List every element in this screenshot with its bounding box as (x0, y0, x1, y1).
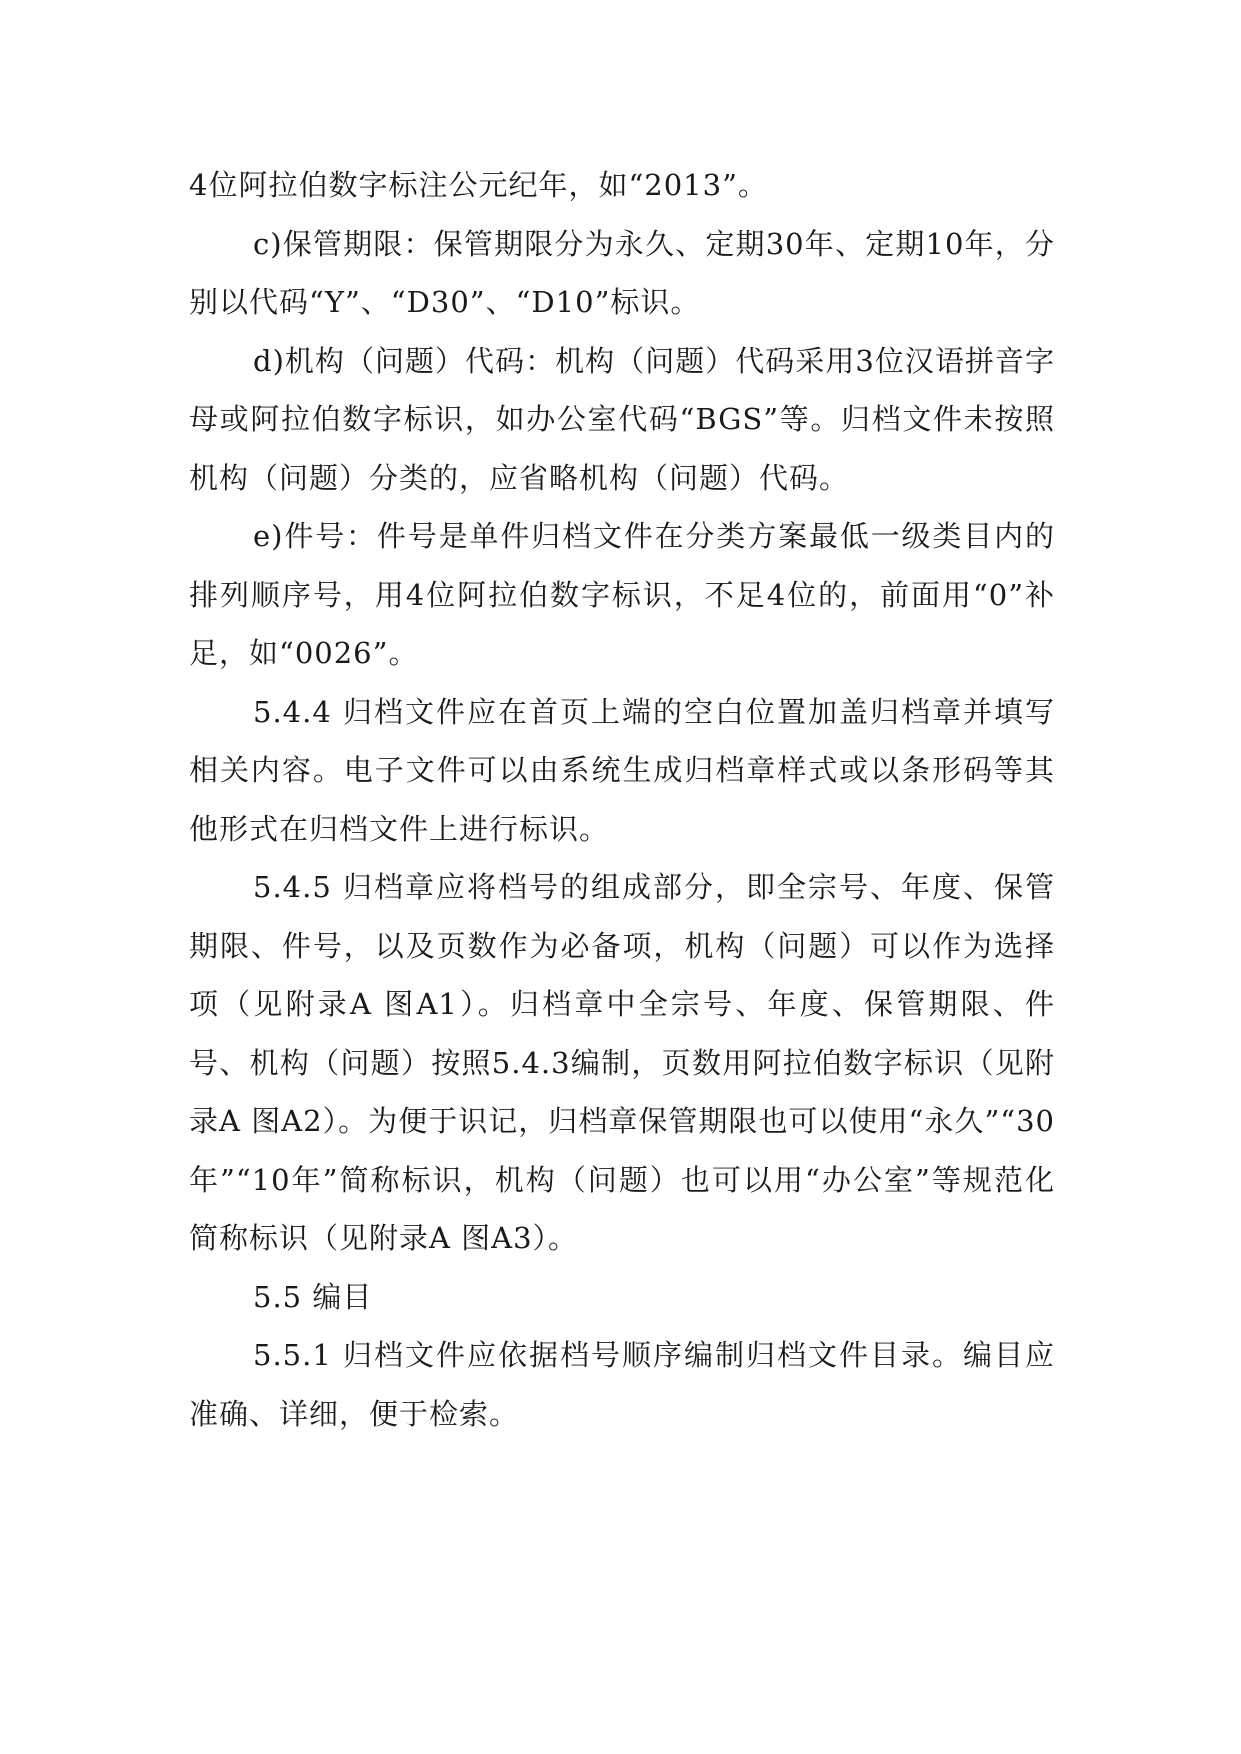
paragraph-item-number: e)件号：件号是单件归档文件在分类方案最低一级类目内的排列顺序号，用4位阿拉伯数字标识，不足4位的，前面用“0”补足，如“0026”。 (189, 519, 1055, 670)
document-body (189, 156, 1055, 1443)
section-heading-5-5: 5.5 编目 (253, 1279, 373, 1314)
paragraph-continuation: 4位阿拉伯数字标注公元纪年，如“2013”。 (189, 168, 768, 202)
paragraph-retention-period: c)保管期限：保管期限分为永久、定期30年、定期10年，分别以代码“Y”、“D30”、“D10”标识。 (189, 226, 1055, 319)
paragraph-5-5-1: 5.5.1 归档文件应依据档号顺序编制归档文件目录。编目应准确、详细，便于检索。 (189, 1338, 1055, 1431)
paragraph-organization-code: d)机构（问题）代码：机构（问题）代码采用3位汉语拼音字母或阿拉伯数字标识，如办公室代码“BGS”等。归档文件未按照机构（问题）分类的，应省略机构（问题）代码。 (189, 343, 1055, 495)
paragraph-5-4-5: 5.4.5 归档章应将档号的组成部分，即全宗号、年度、保管期限、件号，以及页数作为必备项，机构（问题）可以作为选择项（见附录A 图A1）。归档章中全宗号、年度、保管期限、件号、机构（问题）按照5.4.3编制，页数用阿拉伯数字标识（见附录A 图A2）。为便于识记，归档章保管期限也可以使用“永久”“30年”“10年”简称标识，机构（问题）也可以用“办公室”等规范化简称标识（见附录A 图A3）。 (189, 870, 1055, 1255)
paragraph-5-4-4: 5.4.4 归档文件应在首页上端的空白位置加盖归档章并填写相关内容。电子文件可以由系统生成归档章样式或以条形码等其他形式在归档文件上进行标识。 (189, 694, 1055, 846)
